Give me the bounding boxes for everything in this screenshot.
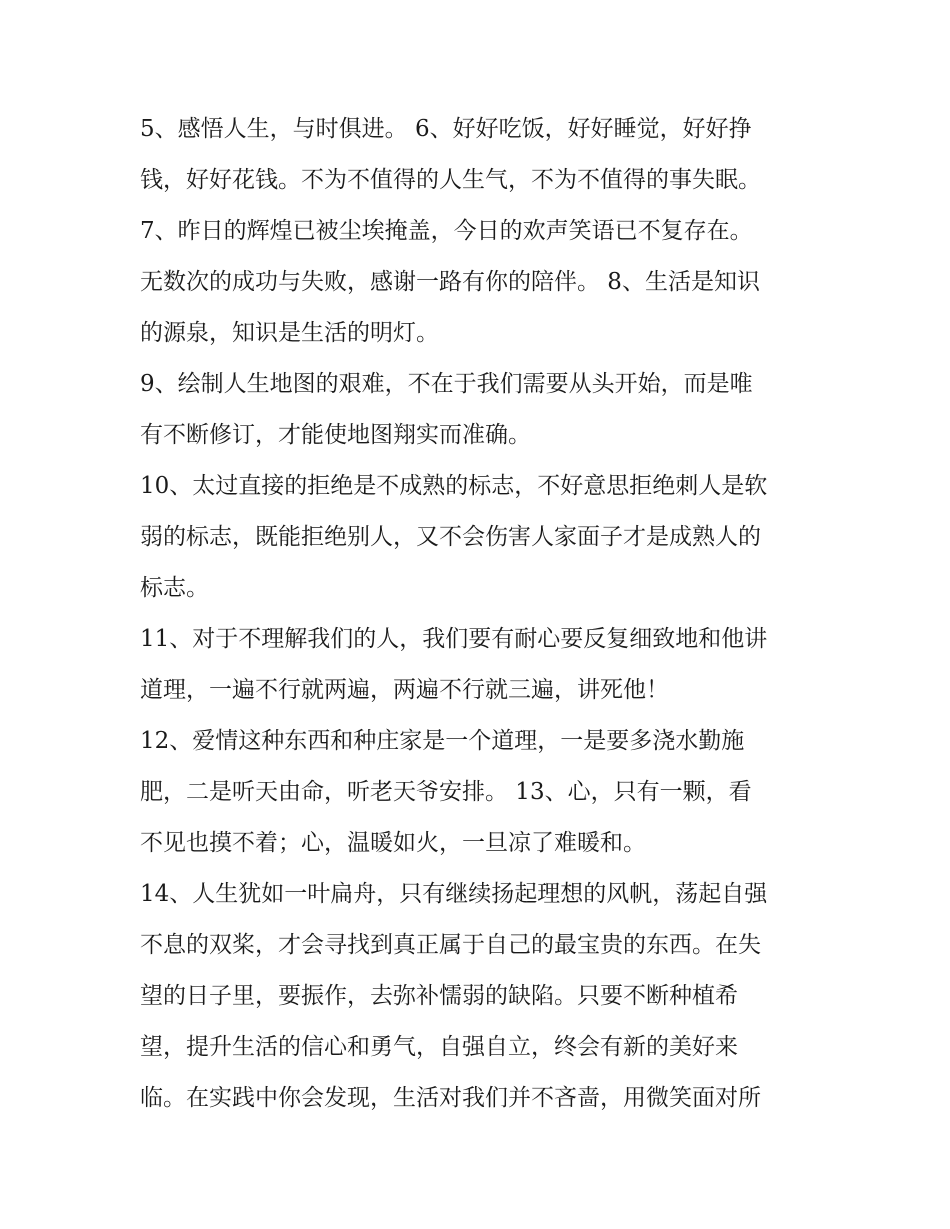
- text-line: 12、爱情这种东西和种庄家是一个道理，一是要多浇水勤施: [140, 728, 745, 754]
- text-line: 有不断修订，才能使地图翔实而准确。: [140, 422, 531, 448]
- text-line: 不息的双桨，才会寻找到真正属于自己的最宝贵的东西。在失: [140, 932, 761, 958]
- text-line: 望的日子里，要振作，去弥补懦弱的缺陷。只要不断种植希: [140, 983, 738, 1009]
- text-line: 11、对于不理解我们的人，我们要有耐心要反复细致地和他讲: [140, 626, 768, 652]
- document-text: [140, 104, 820, 1124]
- text-line: 的源泉，知识是生活的明灯。: [140, 320, 439, 346]
- text-line: 9、绘制人生地图的艰难，不在于我们需要从头开始，而是唯: [140, 371, 753, 397]
- text-line: 5、感悟人生，与时俱进。 6、好好吃饭，好好睡觉，好好挣: [140, 116, 752, 142]
- text-line: 标志。: [140, 575, 209, 601]
- text-line: 临。在实践中你会发现，生活对我们并不吝啬，用微笑面对所: [140, 1085, 761, 1111]
- text-line: 道理，一遍不行就两遍，两遍不行就三遍，讲死他！: [140, 677, 669, 703]
- text-line: 肥，二是听天由命，听老天爷安排。 13、心，只有一颗，看: [140, 779, 752, 805]
- text-line: 7、昨日的辉煌已被尘埃掩盖，今日的欢声笑语已不复存在。: [140, 218, 753, 244]
- text-line: 无数次的成功与失败，感谢一路有你的陪伴。 8、生活是知识: [140, 269, 760, 295]
- text-line: 不见也摸不着；心，温暖如火，一旦凉了难暖和。: [140, 830, 646, 856]
- text-line: 望，提升生活的信心和勇气，自强自立，终会有新的美好来: [140, 1034, 738, 1060]
- text-line: 14、人生犹如一叶扁舟，只有继续扬起理想的风帆，荡起自强: [140, 881, 768, 907]
- text-line: 10、太过直接的拒绝是不成熟的标志，不好意思拒绝刺人是软: [140, 473, 768, 499]
- text-line: 弱的标志，既能拒绝别人，又不会伤害人家面子才是成熟人的: [140, 524, 761, 550]
- text-line: 钱，好好花钱。不为不值得的人生气，不为不值得的事失眠。: [140, 167, 761, 193]
